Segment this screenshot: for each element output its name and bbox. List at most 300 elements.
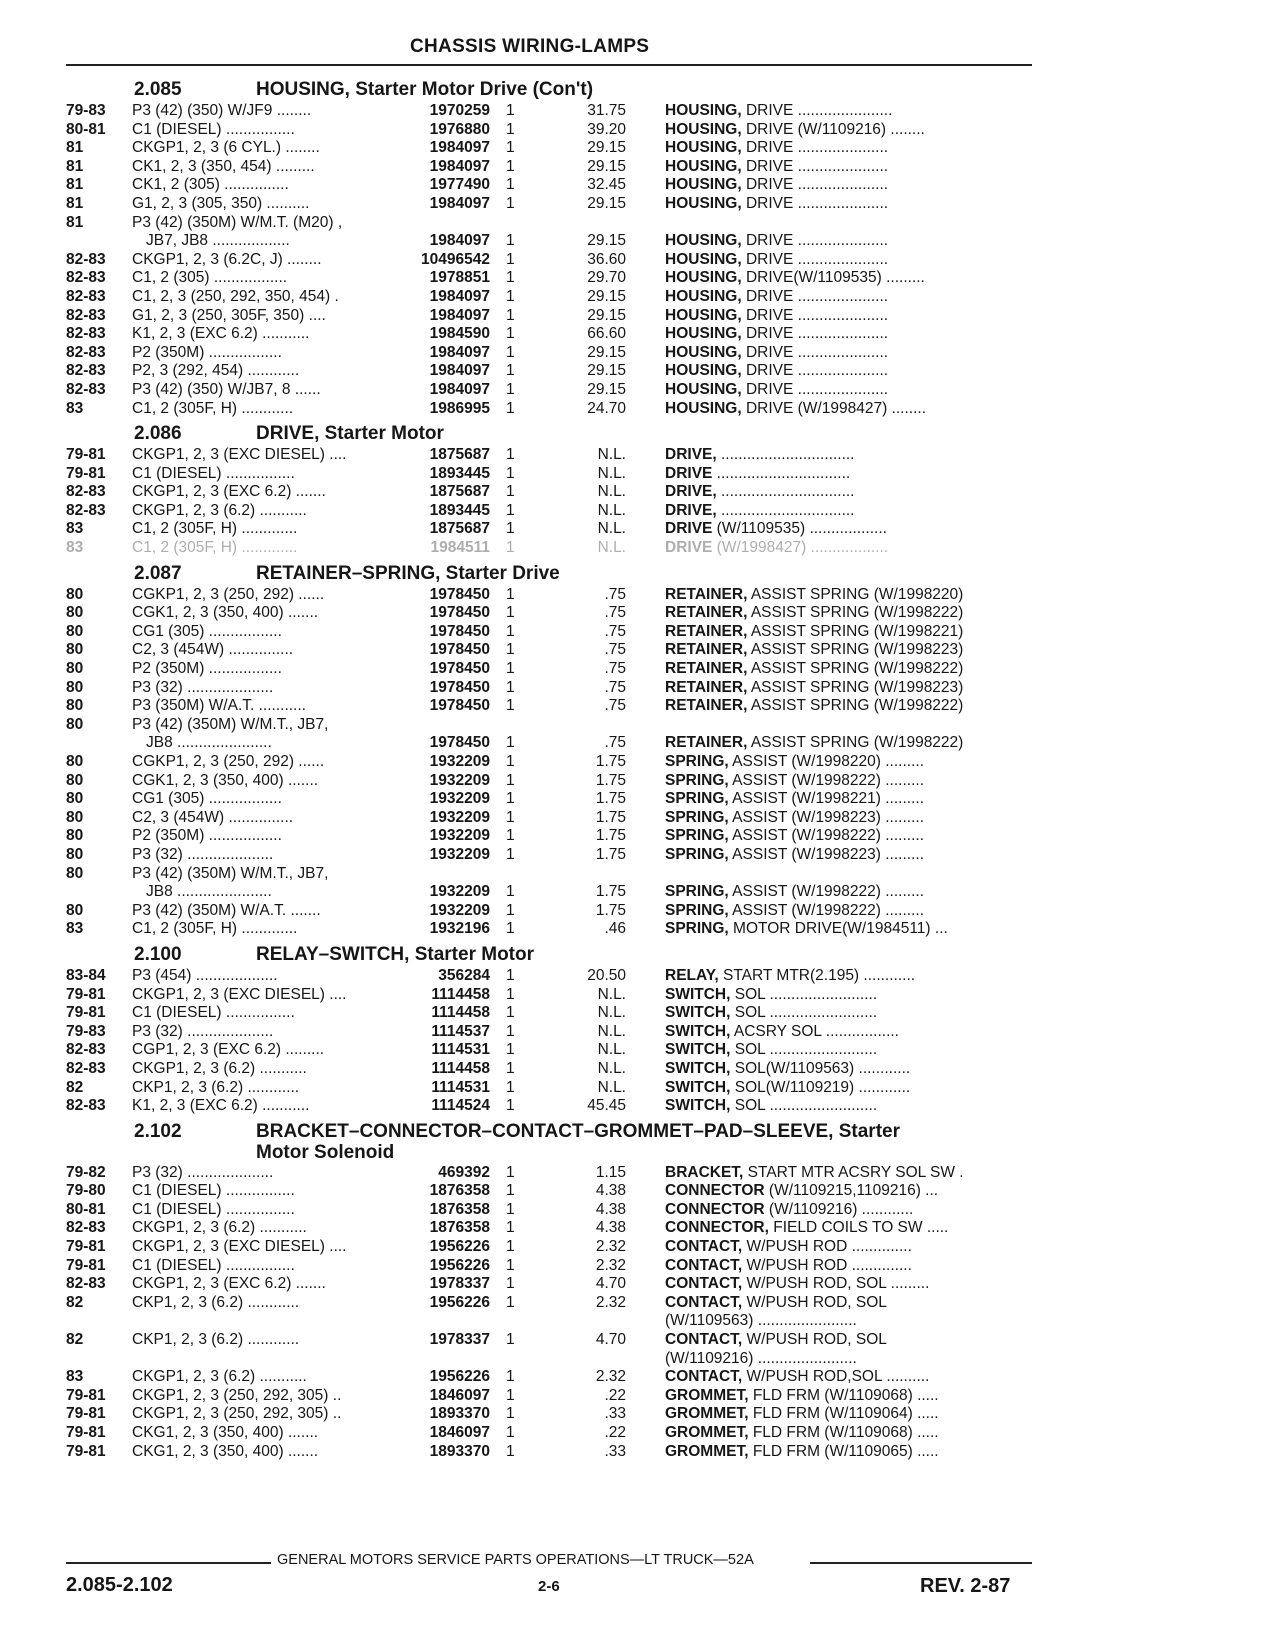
quantity: 1 [506,1293,515,1311]
description-text: ASSIST SPRING (W/1998222) [747,660,964,678]
description-text: W/PUSH ROD .............. [742,1238,912,1256]
price: 1.75 [595,808,626,826]
section-title [256,563,560,585]
description-text: ............................... [712,464,851,482]
model-years: 80 [66,901,84,919]
quantity: 1 [506,697,515,715]
part-row [66,1004,1032,1023]
price: 29.15 [587,139,626,157]
application-text: C1, 2 (305F, H) ............. [132,920,298,938]
price: N.L. [597,464,626,482]
price: 4.70 [595,1275,626,1293]
part-number: 1984097 [429,362,490,380]
price: 32.45 [587,176,626,194]
part-number: 1984097 [429,343,490,361]
price: 45.45 [587,1097,626,1115]
model-years: 80 [66,678,84,696]
description-keyword: GROMMET, [665,1442,749,1460]
description [665,139,1033,158]
description [665,1275,1033,1294]
application-text-cont: JB8 ...................... [146,734,272,752]
price: 29.15 [587,194,626,212]
price: 4.38 [595,1182,626,1200]
part-number: 1932209 [429,790,490,808]
quantity: 1 [506,102,515,119]
footer-page-number: 2-6 [538,1578,560,1595]
description-text: SOL ......................... [730,1097,878,1115]
application-text: P3 (32) .................... [132,845,274,863]
quantity: 1 [506,325,515,343]
description-keyword: SPRING, [665,901,729,919]
part-row [66,586,1032,605]
part-number: 1956226 [429,1368,490,1386]
description-keyword: RETAINER, [665,585,748,603]
description [665,846,1033,865]
description-keyword: RETAINER, [665,660,748,678]
description-keyword: BRACKET, [665,1163,744,1181]
application-text: C1, 2 (305F, H) ............. [132,520,298,538]
model-years: 80 [66,715,84,733]
part-row [66,1294,1032,1331]
quantity: 1 [506,1331,515,1349]
application-text: CKGP1, 2, 3 (EXC 6.2) ....... [132,1275,326,1293]
part-row [66,1219,1032,1238]
description-text: DRIVE ..................... [741,176,889,194]
description [665,121,1033,140]
part-number: 1978450 [429,641,490,659]
quantity: 1 [506,604,515,622]
description [665,176,1033,195]
description-text: SOL(W/1109563) ............ [730,1059,911,1077]
description-keyword: HOUSING, [665,399,742,417]
model-years: 80 [66,790,84,808]
part-row [66,139,1032,158]
description-text: SOL ......................... [730,1041,878,1059]
description-keyword: HOUSING, [665,380,742,398]
description [665,1060,1033,1079]
description-text: DRIVE ..................... [741,306,889,324]
section-title [256,944,534,966]
parts-listing [66,74,1032,1461]
application-text: CKGP1, 2, 3 (EXC DIESEL) .... [132,985,347,1003]
description-text: DRIVE ..................... [741,250,889,268]
quantity: 1 [506,1022,515,1040]
quantity: 1 [506,660,515,678]
part-number: 1114458 [431,1004,490,1022]
description-text: FIELD COILS TO SW ..... [768,1219,949,1237]
model-years: 81 [66,176,84,194]
model-years: 79-81 [66,1442,106,1460]
description-keyword: SWITCH, [665,1078,731,1096]
part-number: 1978450 [429,734,490,752]
description [665,697,1033,716]
part-row [66,1182,1032,1201]
part-number: 1114458 [431,985,490,1003]
part-row [66,400,1032,419]
model-years: 82-83 [66,306,106,324]
description-text: W/PUSH ROD, SOL [742,1293,887,1311]
model-years: 83-84 [66,966,106,984]
application-text: CGKP1, 2, 3 (250, 292) ...... [132,753,325,770]
description-text: W/PUSH ROD .............. [742,1256,912,1274]
part-number: 1978450 [429,604,490,622]
model-years: 83 [66,399,84,417]
description-text: ASSIST (W/1998223) ......... [728,808,925,826]
description-text: ASSIST SPRING (W/1998221) [747,622,964,640]
quantity: 1 [506,678,515,696]
price: 31.75 [587,102,626,119]
part-number: 1893445 [429,501,490,519]
price: 29.15 [587,306,626,324]
description-text: DRIVE ..................... [741,380,889,398]
description [665,446,1033,465]
part-number: 1932209 [429,771,490,789]
part-number: 1984097 [429,194,490,212]
description-text: W/PUSH ROD, SOL ......... [742,1275,930,1293]
description-text: SOL ......................... [730,1004,878,1022]
model-years: 79-80 [66,1182,106,1200]
application-text: CKP1, 2, 3 (6.2) ............ [132,1331,300,1349]
part-number: 1956226 [429,1293,490,1311]
description-keyword: DRIVE [665,520,713,538]
description [665,1004,1033,1023]
description-keyword: SWITCH, [665,1059,731,1077]
part-number: 1978337 [429,1331,490,1349]
part-number: 1984511 [430,539,490,557]
description [665,1424,1033,1443]
quantity: 1 [506,1097,515,1115]
description-keyword: HOUSING, [665,343,742,361]
description [665,483,1033,502]
section-title [256,423,444,445]
part-row [66,1060,1032,1079]
application-text: C1 (DIESEL) ................ [132,1200,295,1218]
price: .22 [604,1424,626,1441]
part-row [66,465,1032,484]
part-row [66,641,1032,660]
quantity: 1 [506,622,515,640]
part-number: 1875687 [429,446,490,464]
application-text: G1, 2, 3 (305, 350) .......... [132,194,310,212]
quantity: 1 [506,985,515,1003]
model-years: 80 [66,697,84,715]
quantity: 1 [506,139,515,157]
model-years: 80 [66,771,84,789]
quantity: 1 [506,641,515,659]
part-number: 1978337 [429,1275,490,1293]
description-text: ASSIST (W/1998222) ......... [728,827,925,845]
section-title-line: RELAY–SWITCH, Starter Motor [256,943,534,965]
application-text: C1 (DIESEL) ................ [132,1256,295,1274]
quantity: 1 [506,901,515,919]
quantity: 1 [506,883,515,901]
description-text: W/PUSH ROD,SOL .......... [742,1368,930,1386]
description-keyword: CONTACT, [665,1275,743,1293]
description-keyword: HOUSING, [665,194,742,212]
description [665,325,1033,344]
price: .75 [604,660,626,678]
model-years: 80 [66,808,84,826]
section-number: 2.100 [134,943,182,965]
price: 20.50 [587,966,626,984]
footer-rule-left [66,1562,271,1564]
price: .46 [604,920,626,938]
description-keyword: HOUSING, [665,232,742,250]
price: 1.75 [595,827,626,845]
application-text-cont: JB7, JB8 .................. [146,232,290,250]
quantity: 1 [506,287,515,305]
quantity: 1 [506,1424,515,1441]
description-keyword: SPRING, [665,753,729,770]
application-text: P3 (32) .................... [132,1022,274,1040]
description-keyword: HOUSING, [665,362,742,380]
part-number: 1984097 [429,157,490,175]
description-keyword: DRIVE, [665,446,717,464]
model-years: 80 [66,827,84,845]
model-years: 79-81 [66,1004,106,1022]
section-header [66,558,1032,586]
application-text: P2, 3 (292, 454) ............ [132,362,300,380]
description-text: (W/1109535) .................. [712,520,887,538]
price: N.L. [597,985,626,1003]
description [665,1387,1033,1406]
application-text: P3 (42) (350M) W/M.T. (M20) , [132,213,343,231]
description [665,102,1033,121]
description-keyword: CONTACT, [665,1331,743,1349]
model-years: 83 [66,920,84,938]
description-keyword: DRIVE, [665,483,717,501]
part-number: 1114537 [431,1022,490,1040]
application-text: P3 (42) (350) W/JB7, 8 ...... [132,380,321,398]
quantity: 1 [506,194,515,212]
quantity: 1 [506,1078,515,1096]
description-text: ............................... [716,446,855,464]
model-years: 80 [66,585,84,603]
price: 24.70 [587,399,626,417]
description [665,381,1033,400]
application-text: CGP1, 2, 3 (EXC 6.2) ......... [132,1041,325,1059]
description-text: (W/1998427) .................. [712,539,889,557]
section-number: 2.087 [134,562,182,584]
price: 29.70 [587,269,626,287]
section-title-line: RETAINER–SPRING, Starter Drive [256,562,560,584]
description-keyword: SWITCH, [665,1041,731,1059]
description-text: ASSIST (W/1998223) ......... [728,845,925,863]
part-number: 1984097 [429,232,490,250]
part-number: 1114524 [431,1097,490,1115]
quantity: 1 [506,1200,515,1218]
section-title-line: HOUSING, Starter Motor Drive (Con't) [256,79,594,100]
application-text: C1 (DIESEL) ................ [132,464,295,482]
application-text: C1 (DIESEL) ................ [132,1004,295,1022]
part-row [66,362,1032,381]
quantity: 1 [506,1238,515,1256]
description [665,753,1033,772]
description-text: DRIVE ..................... [741,139,889,157]
model-years: 82-83 [66,380,106,398]
part-row [66,920,1032,939]
description-text: ASSIST SPRING (W/1998220) [747,585,964,603]
model-years: 82-83 [66,501,106,519]
quantity: 1 [506,1219,515,1237]
application-text: P3 (32) .................... [132,678,274,696]
part-row [66,214,1032,251]
application-text: C2, 3 (454W) ............... [132,808,294,826]
part-row [66,660,1032,679]
quantity: 1 [506,501,515,519]
part-row [66,1257,1032,1276]
description-keyword: GROMMET, [665,1405,749,1423]
application-text: C1, 2 (305F, H) ............. [132,539,298,557]
price: N.L. [597,1078,626,1096]
description [665,679,1033,698]
application-text: P2 (350M) ................. [132,343,282,361]
quantity: 1 [506,399,515,417]
quantity: 1 [506,446,515,464]
part-row [66,604,1032,623]
part-row [66,1368,1032,1387]
footer-revision: REV. 2-87 [920,1575,1011,1597]
description-keyword: CONNECTOR [665,1200,765,1218]
description-text: DRIVE(W/1109535) ......... [741,269,925,287]
part-row [66,381,1032,400]
description-text: ASSIST (W/1998220) ......... [728,753,925,770]
part-number: 1984097 [429,380,490,398]
price: N.L. [597,1022,626,1040]
description [665,1443,1033,1462]
price: 29.15 [587,380,626,398]
part-number: 1932209 [429,845,490,863]
part-number: 1893370 [429,1442,490,1460]
part-row [66,716,1032,753]
description-text: (W/1109215,1109216) ... [764,1182,939,1200]
description-text: SOL ......................... [730,985,878,1003]
model-years: 82-83 [66,325,106,343]
description [665,660,1033,679]
description-keyword: SPRING, [665,883,729,901]
model-years: 81 [66,139,84,157]
application-text: CKG1, 2, 3 (350, 400) ....... [132,1424,319,1441]
description [665,1238,1033,1257]
description [665,269,1033,288]
part-row [66,325,1032,344]
price: .22 [604,1386,626,1404]
application-text: CKGP1, 2, 3 (6.2) ........... [132,501,307,519]
description-keyword: HOUSING, [665,287,742,305]
description-text: ASSIST SPRING (W/1998223) [747,641,964,659]
quantity: 1 [506,1386,515,1404]
price: .75 [604,622,626,640]
part-row [66,288,1032,307]
part-number: 10496542 [421,250,490,268]
model-years: 79-81 [66,446,106,464]
quantity: 1 [506,539,515,557]
description [665,362,1033,381]
description [665,344,1033,363]
price: 2.32 [595,1293,626,1311]
part-row [66,827,1032,846]
part-number: 1984097 [429,306,490,324]
application-text: CKGP1, 2, 3 (6 CYL.) ........ [132,139,320,157]
part-row [66,902,1032,921]
description [665,1219,1033,1238]
model-years: 82-83 [66,269,106,287]
quantity: 1 [506,176,515,194]
section-title [256,1121,900,1163]
model-years: 79-81 [66,1405,106,1423]
description-keyword: CONTACT, [665,1238,743,1256]
model-years: 82 [66,1078,84,1096]
application-text: P2 (350M) ................. [132,660,282,678]
description-text: DRIVE ..................... [741,194,889,212]
description-keyword: RETAINER, [665,604,748,622]
part-number: 1984590 [429,325,490,343]
description [665,1023,1033,1042]
description [665,734,1033,753]
description-keyword: HOUSING, [665,120,742,138]
quantity: 1 [506,232,515,250]
part-row [66,539,1032,558]
description-text: DRIVE ..................... [741,325,889,343]
price: 1.75 [595,771,626,789]
application-text: C1, 2 (305F, H) ............ [132,399,294,417]
part-row [66,1387,1032,1406]
quantity: 1 [506,790,515,808]
application-text: C1 (DIESEL) ................ [132,120,295,138]
part-number: 1932209 [429,827,490,845]
price: 66.60 [587,325,626,343]
description [665,1079,1033,1098]
application-text: CKGP1, 2, 3 (6.2C, J) ........ [132,250,322,268]
quantity: 1 [506,343,515,361]
part-number: 1932209 [429,901,490,919]
price: 1.75 [595,845,626,863]
price: .75 [604,678,626,696]
application-text: CKGP1, 2, 3 (250, 292, 305) .. [132,1386,342,1404]
model-years: 80-81 [66,120,106,138]
price: N.L. [597,483,626,501]
description-text: ACSRY SOL ................. [730,1022,899,1040]
part-row [66,753,1032,772]
application-text: C1 (DIESEL) ................ [132,1182,295,1200]
price: N.L. [597,1004,626,1022]
quantity: 1 [506,157,515,175]
description [665,772,1033,791]
part-row [66,195,1032,214]
quantity: 1 [506,1442,515,1460]
section-number: 2.086 [134,423,182,445]
quantity: 1 [506,808,515,826]
quantity: 1 [506,120,515,138]
description-keyword: CONTACT, [665,1256,743,1274]
quantity: 1 [506,1004,515,1022]
quantity: 1 [506,269,515,287]
quantity: 1 [506,827,515,845]
price: 4.70 [595,1331,626,1349]
section-header [66,1116,1032,1164]
price: 1.15 [595,1163,626,1181]
part-row [66,679,1032,698]
part-row [66,623,1032,642]
model-years: 79-81 [66,1424,106,1441]
price: 4.38 [595,1219,626,1237]
part-row [66,1164,1032,1183]
description [665,586,1033,605]
price: 36.60 [587,250,626,268]
part-number: 1893370 [429,1405,490,1423]
description-keyword: SPRING, [665,920,729,938]
price: 1.75 [595,883,626,901]
